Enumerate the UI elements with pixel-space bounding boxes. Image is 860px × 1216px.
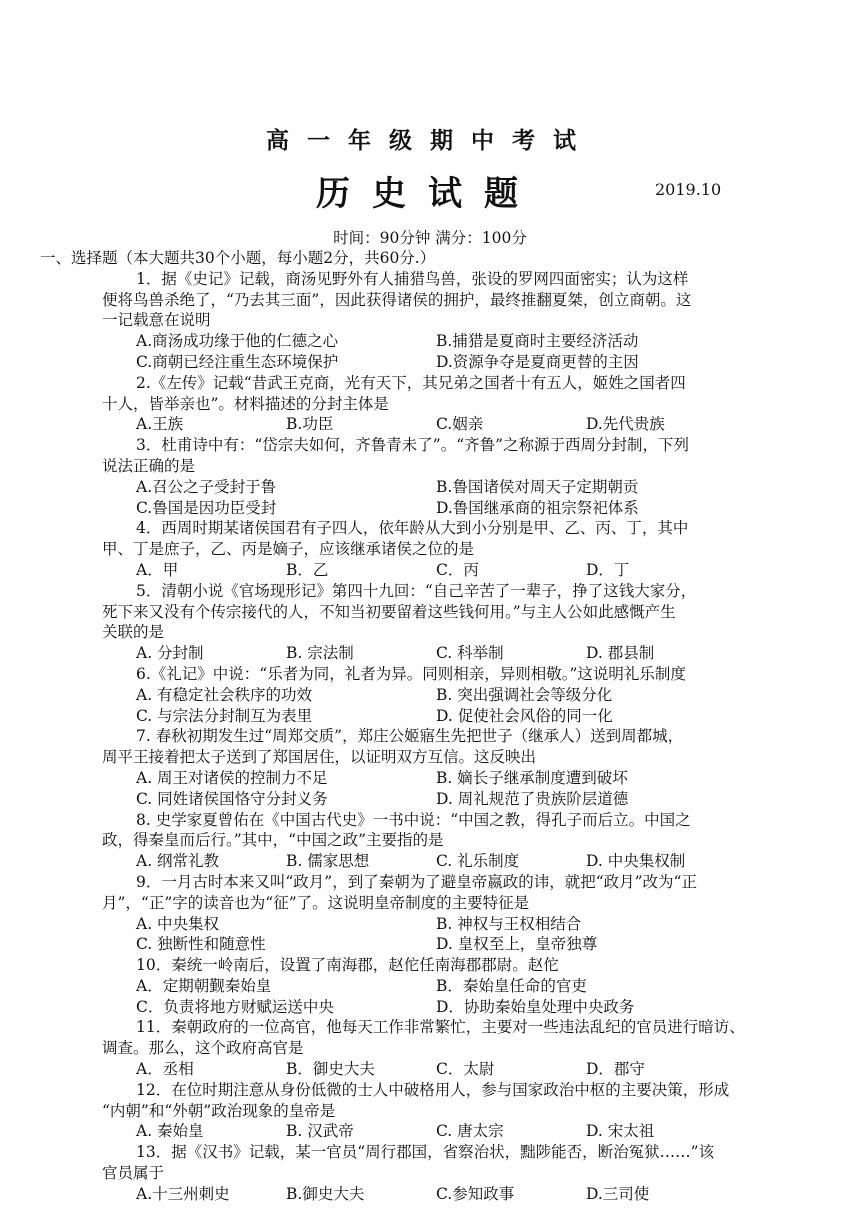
options-row [102,976,762,997]
question-text-line: 说法正确的是 [102,456,196,475]
answer-option[interactable]: C. 独断性和随意性 [136,935,266,954]
options-row [102,1059,762,1080]
options-row [102,331,762,352]
answer-option[interactable]: A．甲 [136,560,179,579]
question-text-line: 5．清朝小说《官场现形记》第四十九回：“自己辛苦了一辈子，挣了这钱大家分， [136,581,697,600]
answer-option[interactable]: C.商朝已经注重生态环境保护 [136,352,339,371]
answer-option[interactable]: C. 科举制 [436,644,504,663]
answer-option[interactable]: D.资源争夺是夏商更替的主因 [436,352,639,371]
question-text-line: 甲、丁是庶子，乙、丙是嫡子，应该继承诸侯之位的是 [102,540,475,559]
answer-option[interactable]: A.王族 [136,415,184,434]
question-text-line: 8. 史学家夏曾佑在《中国古代史》一书中说：“中国之教，得孔子而后立。中国之 [136,810,691,829]
subject-title: 历史试题 [316,174,540,214]
answer-option[interactable]: A.商汤成功缘于他的仁德之心 [136,332,339,351]
question-text-line: 死下来又没有个传宗接代的人，不知当初要留着这些钱何用。”与主人公如此感慨产生 [102,602,676,621]
exam-date: 2019.10 [655,180,722,199]
section-heading: 一、选择题（本大题共30个小题，每小题2分，共60分.） [40,249,436,267]
answer-option[interactable]: B.捕猎是夏商时主要经济活动 [436,332,639,351]
question-text-line: “内朝”和“外朝”政治现象的皇帝是 [102,1101,336,1120]
options-row [102,914,762,935]
options-row [102,789,762,810]
answer-option[interactable]: B. 突出强调社会等级分化 [436,685,613,704]
question-2 [102,373,762,435]
options-row [102,768,762,789]
answer-option[interactable]: C．太尉 [436,1060,495,1079]
question-text-line: 1．据《史记》记载，商汤见野外有人捕猎鸟兽，张设的罗网四面密实；认为这样 [136,269,689,288]
question-text-line: 12．在位时期注意从身份低微的士人中破格用人，参与国家政治中枢的主要决策，形成 [136,1080,730,1099]
answer-option[interactable]: A. 秦始皇 [136,1122,204,1141]
answer-option[interactable]: A. 分封制 [136,644,204,663]
answer-option[interactable]: B.功臣 [286,415,334,434]
options-row [102,934,762,955]
question-text-line: 4．西周时期某诸侯国君有子四人，依年龄从大到小分别是甲、乙、丙、丁，其中 [136,519,689,538]
answer-option[interactable]: C．丙 [436,560,479,579]
question-9 [102,872,762,955]
question-4 [102,518,762,580]
question-8 [102,810,762,872]
question-12 [102,1080,762,1142]
answer-option[interactable]: A. 中央集权 [136,914,220,933]
answer-option[interactable]: A. 有稳定社会秩序的功效 [136,685,313,704]
question-text-line: 官员属于 [102,1164,165,1183]
answer-option[interactable]: D. 皇权至上，皇帝独尊 [436,935,598,954]
question-text-line: 7. 春秋初期发生过“周郑交质”，郑庄公姬寤生先把世子（继承人）送到周都城， [136,727,684,746]
answer-option[interactable]: A. 周王对诸侯的控制力不足 [136,768,328,787]
question-text-line: 2.《左传》记载“昔武王克商，光有天下，其兄弟之国者十有五人，姬姓之国者四 [136,373,686,392]
answer-option[interactable]: B．乙 [286,560,329,579]
answer-option[interactable]: D．丁 [586,560,630,579]
answer-option[interactable]: C. 与宗法分封制互为表里 [136,706,313,725]
answer-option[interactable]: A．丞相 [136,1060,194,1079]
options-row [102,1184,762,1205]
question-6 [102,664,762,726]
question-text-line: 关联的是 [102,623,165,642]
question-text-line: 周平王接着把太子送到了郑国居住，以证明双方互信。这反映出 [102,748,537,767]
question-text-line: 十人，皆举亲也”。材料描述的分封主体是 [102,394,389,413]
question-7 [102,726,762,809]
exam-title: 高一年级期中考试 [266,127,594,154]
answer-option[interactable]: B．秦始皇任命的官吏 [436,976,587,995]
question-1 [102,269,762,373]
answer-option[interactable]: D．郡守 [586,1060,645,1079]
answer-option[interactable]: D. 郡县制 [586,644,655,663]
answer-option[interactable]: B. 儒家思想 [286,852,370,871]
answer-option[interactable]: C.姻亲 [436,415,484,434]
question-13 [102,1142,762,1204]
answer-option[interactable]: C. 同姓诸侯国恪守分封义务 [136,789,328,808]
options-row [102,997,762,1018]
answer-option[interactable]: C.鲁国是因功臣受封 [136,498,277,517]
question-11 [102,1017,762,1079]
answer-option[interactable]: C. 唐太宗 [436,1122,504,1141]
answer-option[interactable]: D. 宋太祖 [586,1122,655,1141]
question-3 [102,435,762,518]
question-text-line: 便将鸟兽杀绝了，“乃去其三面”，因此获得诸侯的拥护，最终推翻夏桀，创立商朝。这 [102,290,692,309]
question-text-line: 调查。那么，这个政府高官是 [102,1039,304,1058]
answer-option[interactable]: B. 嫡长子继承制度遭到破坏 [436,768,628,787]
question-text-line: 月”，“正”字的读音也为“征”了。这说明皇帝制度的主要特征是 [102,893,530,912]
exam-meta: 时间：90分钟 满分：100分 [333,229,527,247]
question-text-line: 10．秦统一岭南后，设置了南海郡，赵佗任南海郡郡尉。赵佗 [136,956,559,975]
answer-option[interactable]: D.先代贵族 [586,415,665,434]
options-row [102,498,762,519]
question-text-line: 一记载意在说明 [102,311,211,330]
question-5 [102,581,762,664]
answer-option[interactable]: B．御史大夫 [286,1060,375,1079]
question-10 [102,955,762,1017]
answer-option[interactable]: B. 汉武帝 [286,1122,354,1141]
question-text-line: 9．一月古时本来又叫“政月”，到了秦朝为了避皇帝嬴政的讳，就把“政月”改为“正 [136,872,697,891]
question-text-line: 6.《礼记》中说：“乐者为同，礼者为异。同则相亲，异则相敬。”这说明礼乐制度 [136,664,686,683]
question-text-line: 13．据《汉书》记载，某一官员“周行郡国，省察治状，黜陟能否，断治冤狱……”该 [136,1143,715,1162]
answer-option[interactable]: C. 礼乐制度 [436,852,520,871]
options-row [102,352,762,373]
answer-option[interactable]: C．负责将地方财赋运送中央 [136,997,334,1016]
answer-option[interactable]: D. 促使社会风俗的同一化 [436,706,613,725]
options-row [102,851,762,872]
answer-option[interactable]: D.三司使 [586,1184,650,1203]
question-body [40,248,762,1205]
answer-option[interactable]: D．协助秦始皇处理中央政务 [436,997,635,1016]
question-text-line: 政，得秦皇而后行。”其中，“中国之政”主要指的是 [102,831,444,850]
options-row [102,414,762,435]
answer-option[interactable]: C.参知政事 [436,1184,515,1203]
options-row [102,560,762,581]
answer-option[interactable]: D.鲁国继承商的祖宗祭祀体系 [436,498,639,517]
question-text-line: 3．杜甫诗中有：“岱宗夫如何，齐鲁青未了”。“齐鲁”之称源于西周分封制，下列 [136,436,690,455]
options-row [102,643,762,664]
options-row [102,1121,762,1142]
options-row [102,477,762,498]
answer-option[interactable]: B. 宗法制 [286,644,354,663]
answer-option[interactable]: B. 神权与王权相结合 [436,914,582,933]
answer-option[interactable]: D. 中央集权制 [586,852,686,871]
answer-option[interactable]: D. 周礼规范了贵族阶层道德 [436,789,629,808]
options-row [102,685,762,706]
options-row [102,706,762,727]
answer-option[interactable]: A.十三州刺史 [136,1184,230,1203]
question-text-line: 11．秦朝政府的一位高官，他每天工作非常繁忙，主要对一些违法乱纪的官员进行暗访、 [136,1018,745,1037]
answer-option[interactable]: B.鲁国诸侯对周天子定期朝贡 [436,477,639,496]
answer-option[interactable]: A.召公之子受封于鲁 [136,477,277,496]
answer-option[interactable]: A. 纲常礼教 [136,852,220,871]
answer-option[interactable]: A．定期朝觐秦始皇 [136,976,272,995]
answer-option[interactable]: B.御史大夫 [286,1184,365,1203]
